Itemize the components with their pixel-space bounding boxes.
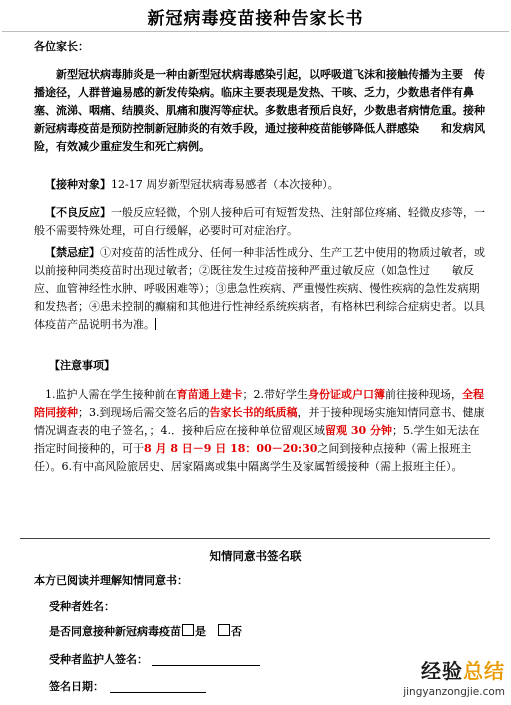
reaction-text: 一般反应轻微，个别人接种后可有短暂发热、注射部位疼痛、轻微皮疹等，一般不需要特殊处理，可自行缓解，必要时可对症治疗。: [34, 206, 485, 237]
contraindication-text: ①对疫苗的活性成分、任何一种非活性成分、生产工艺中使用的物质过敏者，或以前接种同类疫苗时出现过敏者；②既往发生过疫苗接种严重过敏反应（如急性过 敏反应、血管神经性水肿、呼吸困难等）；③患急性疾病、严重慢性疾病、慢性疾病的急性发病期和发热者；④患未控制的癫痫和其他进行性神经系统疾病者，有格林巴利综合症病史者。以具体疫苗产品说明书为准。: [34, 246, 485, 331]
recipient-name-label: 受种者姓名：: [49, 600, 115, 613]
notice-highlight-id: 身份证或户口簿: [308, 388, 385, 401]
greeting: 各位家长：: [34, 40, 89, 53]
watermark-text-a: 经验: [421, 659, 463, 683]
no-label: 否: [231, 625, 242, 638]
notice-text-5: ，并于接种现场实施知情同意书、健康情况调查表的电子签名，；4.．接种后应在接种单位留观区域: [34, 406, 485, 437]
agree-row: [49, 623, 242, 641]
target-text: 12-17 周岁新型冠状病毒易感者（本次接种）。: [111, 178, 339, 191]
target-label: 【接种对象】: [45, 178, 111, 191]
notice-highlight-observe: 留观 30 分钟: [325, 424, 392, 437]
guardian-signature-label: 受种者监护人签名：: [49, 653, 148, 666]
notice-text-3: 前往接种现场，: [385, 388, 462, 401]
watermark-text-b: 总结: [463, 659, 505, 683]
date-row: [49, 678, 206, 696]
guardian-row: [49, 651, 260, 669]
no-checkbox[interactable]: [218, 624, 230, 636]
target-paragraph: [34, 176, 489, 194]
reaction-label: 【不良反应】: [45, 206, 111, 219]
intro-text: 新型冠状病毒肺炎是一种由新型冠状病毒感染引起，以呼吸道飞沫和接触传播为主要 传播途径，人群普遍易感的新发传染病。临床主要表现是发热、干咳、乏力，少数患者伴有鼻塞、流涕、咽痛、结膜炎、肌痛和腹泻等症状。多数患者预后良好，少数患者病情危重。接种新冠病毒疫苗是预防控制新冠肺炎的有效手段，通过接种疫苗能够降低人群感染 和发病风险，有效减少重症发生和死亡病例。: [34, 68, 485, 153]
guardian-signature-line[interactable]: [152, 665, 260, 666]
notice-highlight-paper: 告家长书的纸质稿: [209, 406, 298, 419]
document-title: 新冠病毒疫苗接种告家长书: [147, 9, 364, 29]
consent-title: 知情同意书签名联: [209, 549, 302, 563]
notice-highlight-card: 育苗通上建卡: [176, 388, 243, 401]
title-divider: [2, 31, 509, 32]
notice-highlight-date: 8 月 8 日－9 日 18：00－20:30: [144, 442, 318, 455]
contraindication-paragraph: [34, 244, 489, 334]
notice-label: 【注意事项】: [49, 359, 115, 372]
yes-checkbox[interactable]: [182, 624, 194, 636]
text-cursor: [155, 318, 156, 330]
site-watermark: [403, 655, 505, 698]
notice-text-7: 之间到接种点接种（需上报班主任）。6.有中高风险旅居史、居家隔离或集中隔离学生及家属暂缓接种（需上报班主任）。: [34, 442, 472, 473]
cut-divider: [20, 538, 490, 539]
read-confirm: 本方已阅读并理解知情同意书：: [34, 574, 188, 587]
yes-label: 是: [195, 625, 206, 638]
signature-date-line[interactable]: [110, 692, 206, 693]
intro-paragraph: [34, 66, 489, 156]
watermark-logo: [403, 655, 505, 684]
reaction-paragraph: [34, 204, 489, 240]
notice-text-6: ；5.学生如无法在指定时间接种的，可于: [34, 424, 480, 455]
signature-date-label: 签名日期：: [49, 680, 104, 693]
notice-paragraph: [34, 386, 489, 476]
notice-text-4: ；3.到现场后需交签名后的: [78, 406, 210, 419]
watermark-url: jingyanzongjie.com: [403, 686, 505, 698]
notice-text-1: 1.监护人需在学生接种前在: [45, 388, 177, 401]
contraindication-label: 【禁忌症】: [45, 246, 100, 259]
notice-text-2: ；2.带好学生: [242, 388, 308, 401]
agree-label: 是否同意接种新冠病毒疫苗: [49, 625, 181, 638]
notice-highlight-accompany: 全程陪同接种: [34, 388, 484, 419]
